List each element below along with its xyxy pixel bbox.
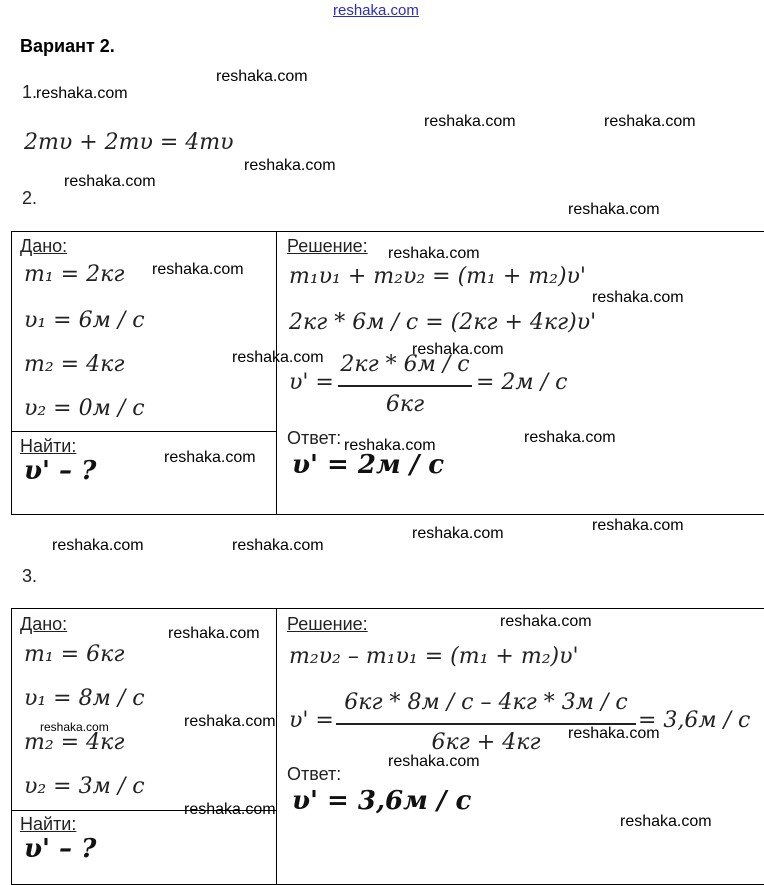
watermark: reshaka.com: [592, 289, 684, 306]
watermark: reshaka.com: [604, 113, 696, 130]
problem-3-eq2-lhs: υ' =: [289, 708, 334, 733]
watermark: reshaka.com: [412, 341, 504, 358]
problem-3-answer-label: Ответ:: [287, 764, 342, 784]
problem-2-find-label: Найти:: [20, 436, 77, 456]
problem-3-solution-label: Решение:: [287, 614, 368, 634]
problem-3-eq2-denominator: 6кг + 4кг: [431, 730, 541, 755]
problem-2-eq3-lhs: υ' =: [289, 370, 334, 395]
problem-3-eq1: m₂υ₂ – m₁υ₁ = (m₁ + m₂)υ': [289, 644, 579, 669]
problem-1-equation: 2mυ + 2mυ = 4mυ: [24, 130, 234, 155]
watermark: reshaka.com: [52, 537, 144, 554]
problem-2-eq1: m₁υ₁ + m₂υ₂ = (m₁ + m₂)υ': [289, 264, 586, 289]
problem-2-solution-label: Решение:: [287, 236, 368, 256]
watermark: reshaka.com: [568, 201, 660, 218]
problem-3-number: 3.: [22, 566, 38, 586]
problem-2-answer-label: Ответ:: [287, 428, 342, 448]
watermark: reshaka.com: [184, 801, 276, 818]
problem-3-given-m2: m₂ = 4кг: [24, 730, 125, 755]
problem-2-eq3-numerator: 2кг * 6м / с: [340, 352, 470, 377]
watermark: reshaka.com: [568, 725, 660, 742]
watermark: reshaka.com: [184, 713, 276, 730]
problem-2-number: 2.: [22, 188, 38, 208]
problem-2-answer: υ' = 2м / с: [292, 450, 445, 480]
problem-1-number: 1.: [22, 82, 38, 102]
watermark: reshaka.com: [232, 349, 324, 366]
watermark: reshaka.com: [244, 157, 336, 174]
problem-2-given-v1: υ₁ = 6м / с: [24, 308, 145, 333]
watermark: reshaka.com: [164, 449, 256, 466]
problem-3-answer: υ' = 3,6м / с: [292, 786, 472, 816]
watermark: reshaka.com: [424, 113, 516, 130]
variant-title: Вариант 2.: [20, 36, 115, 56]
problem-3-eq2-numerator: 6кг * 8м / с – 4кг * 3м / с: [344, 690, 628, 715]
problem-2-find: υ' – ?: [24, 456, 97, 486]
watermark: reshaka.com: [40, 720, 109, 734]
watermark: reshaka.com: [152, 261, 244, 278]
watermark: reshaka.com: [388, 245, 480, 262]
watermark: reshaka.com: [168, 625, 260, 642]
problem-3-given-v1: υ₁ = 8м / с: [24, 686, 145, 711]
problem-2-divider: [276, 231, 277, 515]
problem-2-given-m1: m₁ = 2кг: [24, 262, 125, 287]
watermark: reshaka.com: [388, 753, 480, 770]
problem-3-given-v2: υ₂ = 3м / с: [24, 774, 145, 799]
watermark: reshaka.com: [524, 429, 616, 446]
problem-2-eq3-denominator: 6кг: [385, 392, 425, 417]
problem-2-eq3-rhs: = 2м / с: [476, 370, 568, 395]
watermark: reshaka.com: [36, 85, 128, 102]
problem-3-eq2-rhs: = 3,6м / с: [638, 708, 751, 733]
watermark: reshaka.com: [64, 173, 156, 190]
problem-2-given-label: Дано:: [20, 236, 68, 256]
watermark: reshaka.com: [216, 68, 308, 85]
problem-3-given-m1: m₁ = 6кг: [24, 642, 125, 667]
watermark: reshaka.com: [412, 525, 504, 542]
problem-2-eq2: 2кг * 6м / с = (2кг + 4кг)υ': [289, 310, 597, 335]
problem-2-given-divider: [11, 431, 277, 432]
watermark: reshaka.com: [344, 437, 436, 454]
problem-2-eq3-fraction-bar: [338, 385, 472, 387]
watermark: reshaka.com: [620, 813, 712, 830]
watermark: reshaka.com: [232, 537, 324, 554]
problem-2-given-v2: υ₂ = 0м / с: [24, 396, 145, 421]
problem-3-divider: [276, 608, 277, 885]
watermark-top-link[interactable]: reshaka.com: [333, 2, 419, 19]
problem-3-find-label: Найти:: [20, 814, 77, 834]
watermark: reshaka.com: [500, 613, 592, 630]
problem-3-given-label: Дано:: [20, 614, 68, 634]
problem-2-given-m2: m₂ = 4кг: [24, 352, 125, 377]
watermark: reshaka.com: [592, 517, 684, 534]
problem-3-find: υ' – ?: [24, 834, 97, 864]
